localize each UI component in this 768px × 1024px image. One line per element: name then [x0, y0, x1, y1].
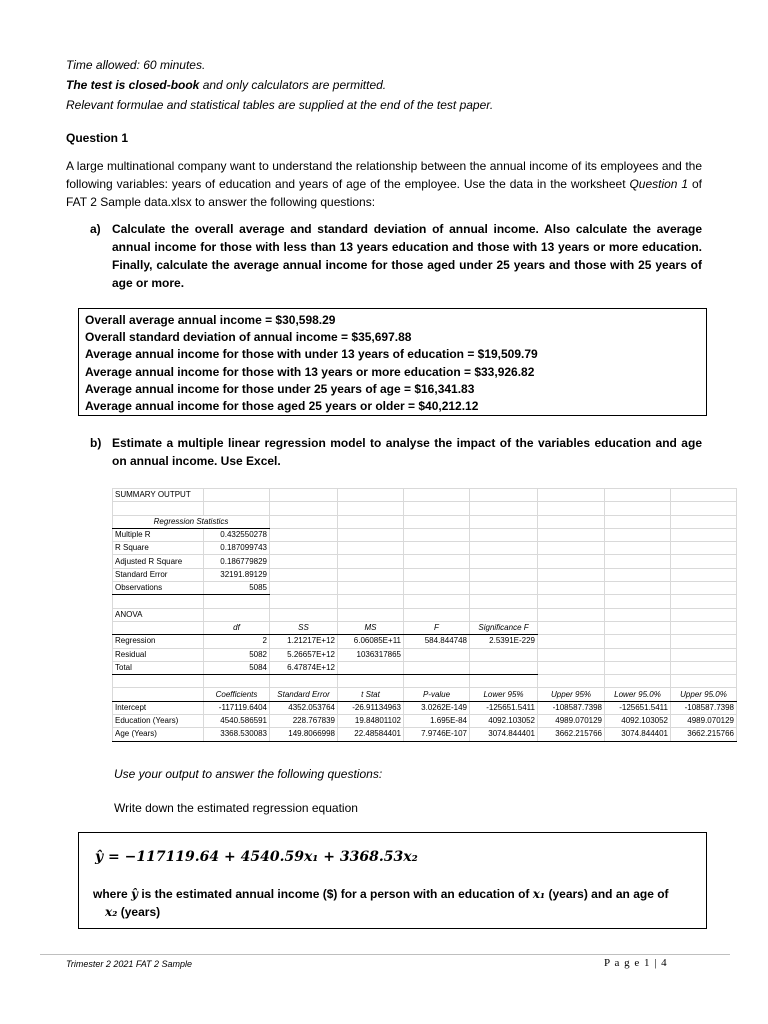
desc-x1: x₁: [532, 887, 546, 901]
question-sheet-name: Question 1: [629, 177, 689, 191]
coef-cell: -26.91134963: [338, 701, 404, 714]
stat-value: 0.186779829: [204, 555, 270, 568]
coef-header: P-value: [404, 688, 470, 701]
desc-yhat: ŷ: [131, 887, 138, 901]
part-b-label: b): [90, 436, 102, 450]
anova-cell: 5.26657E+12: [270, 648, 338, 661]
anova-cell: 1036317865: [338, 648, 404, 661]
anova-cell: Total: [113, 661, 204, 674]
coef-cell: 3662.215766: [671, 728, 737, 741]
coef-header: t Stat: [338, 688, 404, 701]
part-a: [90, 220, 702, 292]
stat-label: Standard Error: [113, 568, 204, 581]
anova-cell: 6.47874E+12: [270, 661, 338, 674]
anova-cell: 2: [204, 635, 270, 648]
closed-book-note: [66, 77, 386, 93]
anova-cell: [404, 648, 470, 661]
anova-label: ANOVA: [113, 608, 204, 621]
desc-part: (years): [117, 905, 161, 919]
desc-x2: x₂: [105, 905, 118, 919]
coef-cell: 228.767839: [270, 715, 338, 728]
coef-header: Upper 95.0%: [671, 688, 737, 701]
coef-cell: Age (Years): [113, 728, 204, 741]
time-allowed: Time allowed: 60 minutes.: [66, 58, 206, 72]
part-a-text: Calculate the overall average and standard deviation of annual income. Also calculate the average annual income for those with less than 13 years education and those with 13 years or more education. Finally, calculate the average annual income for those aged under 25 years and those with 25 years of age or more.: [112, 222, 702, 290]
coef-cell: 4540.586591: [204, 715, 270, 728]
anova-cell: Regression: [113, 635, 204, 648]
coef-cell: 3.0262E-149: [404, 701, 470, 714]
coef-cell: -125651.5411: [605, 701, 671, 714]
coef-cell: 3074.844401: [470, 728, 538, 741]
part-a-label: a): [90, 222, 101, 236]
question-para-b: of FAT 2 Sample data.xlsx to answer the following questions:: [66, 177, 703, 209]
coef-cell: 3368.530083: [204, 728, 270, 741]
anova-header: df: [204, 621, 270, 634]
coef-cell: 22.48584401: [338, 728, 404, 741]
part-b: [90, 434, 702, 470]
anova-header: F: [404, 621, 470, 634]
coef-cell: Education (Years): [113, 715, 204, 728]
desc-part: where: [93, 887, 132, 901]
coef-cell: -117119.6404: [204, 701, 270, 714]
stat-label: Adjusted R Square: [113, 555, 204, 568]
write-equation-instruction: Write down the estimated regression equation: [114, 801, 358, 815]
answer-a-box: [78, 308, 707, 416]
closed-book-rest: and only calculators are permitted.: [199, 78, 387, 92]
coef-cell: 4989.070129: [671, 715, 737, 728]
anova-cell: [470, 661, 538, 674]
coef-cell: 3074.844401: [605, 728, 671, 741]
desc-part: (years) and an age of: [545, 887, 669, 901]
anova-header: MS: [338, 621, 404, 634]
stat-label: Multiple R: [113, 528, 204, 541]
coef-header: Coefficients: [204, 688, 270, 701]
closed-book-bold: The test is closed-book: [66, 78, 200, 92]
answer-line: Overall standard deviation of annual income = $35,697.88: [85, 330, 412, 345]
formulae-note: Relevant formulae and statistical tables are supplied at the end of the test paper.: [66, 98, 494, 112]
answer-line: Average annual income for those under 25 years of age = $16,341.83: [85, 381, 475, 396]
coef-cell: 4092.103052: [605, 715, 671, 728]
footer-page-number: P a g e 1 | 4: [604, 957, 668, 969]
footer-divider: [40, 954, 730, 955]
anova-cell: 5084: [204, 661, 270, 674]
anova-cell: [338, 661, 404, 674]
coef-cell: 4352.053764: [270, 701, 338, 714]
question-para-a: A large multinational company want to understand the relationship between the annual income of its employees and the following variables: years of education and years of age of the employee. Use the data in the worksheet: [66, 159, 702, 191]
anova-cell: 1.21217E+12: [270, 635, 338, 648]
stat-value: 32191.89129: [204, 568, 270, 581]
anova-cell: 2.5391E-229: [470, 635, 538, 648]
coef-cell: 19.84801102: [338, 715, 404, 728]
answer-line: Average annual income for those with 13 years or more education = $33,926.82: [85, 364, 535, 379]
summary-output-label: SUMMARY OUTPUT: [113, 489, 204, 502]
anova-header: Significance F: [470, 621, 538, 634]
anova-header: [113, 621, 204, 634]
equation-description: [93, 885, 693, 921]
coef-header: Standard Error: [270, 688, 338, 701]
equation-box: [78, 832, 707, 929]
stat-value: 0.432550278: [204, 528, 270, 541]
excel-regression-output: [112, 488, 737, 742]
answer-line: Average annual income for those aged 25 years or older = $40,212.12: [85, 399, 479, 414]
anova-cell: 6.06085E+11: [338, 635, 404, 648]
coef-header: Lower 95%: [470, 688, 538, 701]
stat-value: 5085: [204, 582, 270, 595]
coef-header: Lower 95.0%: [605, 688, 671, 701]
stat-label: R Square: [113, 542, 204, 555]
use-output-instruction: Use your output to answer the following questions:: [114, 767, 383, 781]
regression-equation: ŷ = −117119.64 + 4540.59x₁ + 3368.53x₂: [95, 849, 418, 865]
coef-cell: 4989.070129: [538, 715, 605, 728]
coef-header: [113, 688, 204, 701]
coef-cell: 149.8066998: [270, 728, 338, 741]
coef-cell: 3662.215766: [538, 728, 605, 741]
coef-cell: Intercept: [113, 701, 204, 714]
stat-value: 0.187099743: [204, 542, 270, 555]
stat-label: Observations: [113, 582, 204, 595]
anova-cell: [470, 648, 538, 661]
coef-cell: 7.9746E-107: [404, 728, 470, 741]
coef-cell: -108587.7398: [538, 701, 605, 714]
anova-cell: 5082: [204, 648, 270, 661]
desc-part: is the estimated annual income ($) for a person with an education of: [138, 887, 533, 901]
coef-cell: -108587.7398: [671, 701, 737, 714]
question-title: Question 1: [66, 131, 129, 145]
regression-statistics-header: Regression Statistics: [113, 515, 270, 528]
part-b-text: Estimate a multiple linear regression model to analyse the impact of the variables education and age on annual income. Use Excel.: [112, 436, 702, 468]
coef-cell: 1.695E-84: [404, 715, 470, 728]
answer-line: Overall average annual income = $30,598.29: [85, 313, 336, 327]
anova-header: SS: [270, 621, 338, 634]
anova-cell: Residual: [113, 648, 204, 661]
coef-cell: -125651.5411: [470, 701, 538, 714]
anova-cell: [404, 661, 470, 674]
anova-cell: 584.844748: [404, 635, 470, 648]
coef-header: Upper 95%: [538, 688, 605, 701]
answer-line: Average annual income for those with under 13 years of education = $19,509.79: [85, 347, 538, 362]
coef-cell: 4092.103052: [470, 715, 538, 728]
footer-course: Trimester 2 2021 FAT 2 Sample: [66, 959, 193, 969]
question-paragraph: [66, 157, 702, 211]
